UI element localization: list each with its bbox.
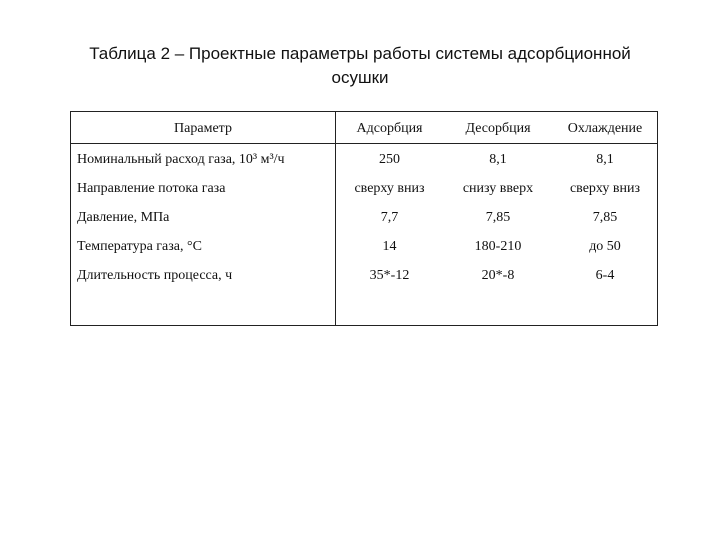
table-cell: снизу вверх bbox=[462, 181, 534, 196]
table-cell: 7,7 bbox=[380, 210, 399, 225]
row-label-pressure: Давление, МПа bbox=[77, 210, 170, 225]
table-cell: сверху вниз bbox=[569, 181, 641, 196]
parameters-table bbox=[70, 111, 658, 326]
table-cell: 8,1 bbox=[489, 152, 507, 167]
table-cell: 8,1 bbox=[596, 152, 614, 167]
table-cell: 6-4 bbox=[595, 268, 615, 283]
header-cell-desorption: Десорбция bbox=[465, 121, 531, 136]
header-cell-parameter: Параметр bbox=[174, 121, 232, 136]
table-cell: 14 bbox=[382, 239, 397, 254]
table-caption-line-2: осушки bbox=[331, 68, 389, 87]
header-cell-cooling: Охлаждение bbox=[567, 121, 643, 136]
row-label-flow-direction: Направление потока газа bbox=[77, 181, 226, 196]
header-divider bbox=[71, 143, 657, 144]
table-cell: 250 bbox=[379, 152, 400, 167]
row-label-temperature: Температура газа, °С bbox=[77, 239, 202, 254]
table-cell: до 50 bbox=[589, 239, 621, 254]
table-cell: сверху вниз bbox=[354, 181, 425, 196]
row-label-gas-flow: Номинальный расход газа, 10³ м³/ч bbox=[77, 152, 285, 167]
table-cell: 7,85 bbox=[485, 210, 511, 225]
header-cell-adsorption: Адсорбция bbox=[356, 121, 423, 136]
row-label-duration: Длительность процесса, ч bbox=[77, 268, 233, 283]
table-caption bbox=[40, 42, 680, 90]
table-cell: 20*-8 bbox=[481, 268, 515, 283]
table-caption-line-1: Таблица 2 – Проектные параметры работы системы адсорбционной bbox=[89, 44, 631, 63]
table-cell: 7,85 bbox=[592, 210, 618, 225]
table-cell: 180-210 bbox=[474, 239, 522, 254]
table-cell: 35*-12 bbox=[369, 268, 410, 283]
